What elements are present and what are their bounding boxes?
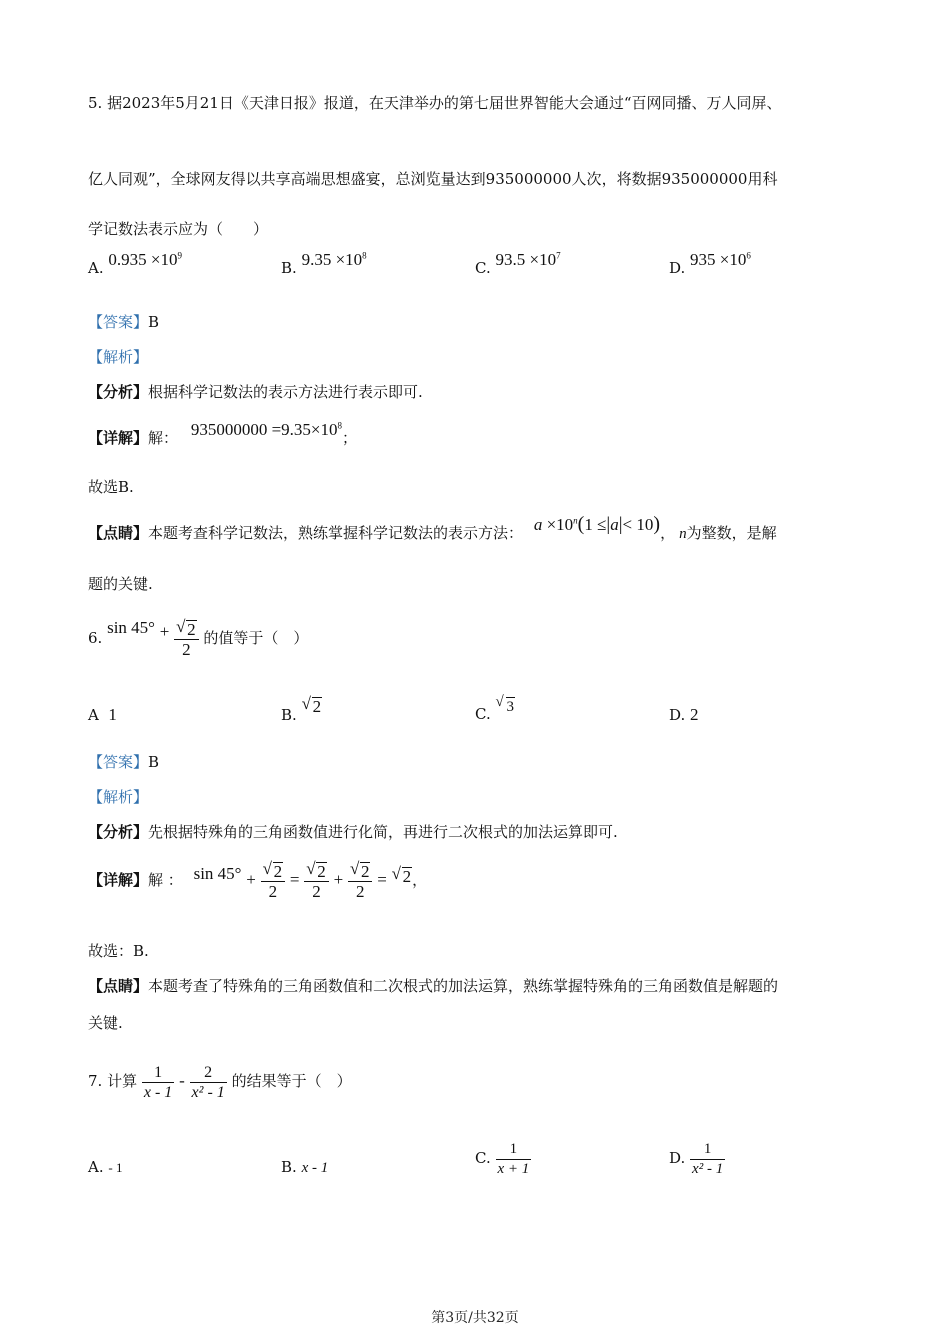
q6-dianjing-line2: 关键.	[88, 1014, 123, 1032]
q6-stem-fraction: √ 2 2	[174, 620, 199, 659]
q5-dianjing: 【点睛】本题考查科学记数法，熟练掌握科学记数法的表示方法： $a \times 10^n(1 \le|a|< 10)$， n为整数，是解	[88, 513, 777, 542]
q5-stem-line2: 亿人同观”，全球网友得以共享高端思想盛宴，总浏览量达到935000000人次，将数据935000000用科	[88, 170, 778, 188]
q6-fenxi: 【分析】先根据特殊角的三角函数值进行化简，再进行二次根式的加法运算即可.	[88, 823, 618, 841]
q5-analysis-heading: 【解析】	[88, 348, 149, 366]
q7-option-a: A. - 1	[88, 1158, 123, 1176]
q5-stem-line3: 学记数法表示应为（ ）	[88, 220, 269, 238]
q5-option-a: A. $0.935 \times 10^9$	[88, 250, 182, 277]
q6-analysis-heading: 【解析】	[88, 788, 149, 806]
q6-option-c: C. √ 3	[475, 694, 514, 723]
q7-option-b: B. x - 1	[281, 1158, 329, 1176]
q5-choice: 故选B.	[88, 478, 134, 496]
q5-fenxi: 【分析】根据科学记数法的表示方法进行表示即可.	[88, 383, 423, 401]
q5-option-b: B. $9.35 \times 10^8$	[281, 250, 367, 277]
q5-option-c: C. $93.5 \times 10^7$	[475, 250, 561, 277]
q6-detail: 【详解】解 ： sin 45° + √ 2 2 = √ 2 2 + √ 2 2 = √ 2，	[88, 858, 428, 901]
q5-detail: 【详解】解： $935000000 =9.35\times 10^8$；	[88, 420, 358, 447]
q6-choice: 故选：B.	[88, 942, 149, 960]
q7-stem: 7. 计算 $\frac{1}{x - 1}$ - $\frac{2}{\text{x² - 1}}$ 的结果等于（ ）	[88, 1063, 352, 1101]
q6-option-a: A 1	[88, 705, 117, 724]
q6-answer: 【答案】B	[88, 753, 160, 771]
page-footer: 第3页/共32页	[431, 1310, 519, 1326]
q5-dianjing-line2: 题的关键.	[88, 575, 153, 593]
q5-option-d: D. $935 \times 10^6$	[669, 250, 751, 277]
q7-option-d: D. $\frac{1}{\text{x² - 1}}$	[669, 1140, 724, 1177]
q6-dianjing: 【点睛】本题考查了特殊角的三角函数值和二次根式的加法运算，熟练掌握特殊角的三角函数值是解题的	[88, 977, 779, 995]
q5-answer: 【答案】B	[88, 313, 160, 331]
q6-stem: 6. sin 45° + √ 2 2 的值等于（ ）	[88, 616, 309, 659]
q6-option-d: D. 2	[669, 705, 699, 724]
q7-option-c: C. $\frac{1}{x + 1}$	[475, 1140, 530, 1177]
q6-option-b: B. √ 2	[281, 694, 322, 724]
q5-stem-line1: 5. 据2023年5月21日《天津日报》报道，在天津举办的第七届世界智能大会通过“百网同播、万人同屏、	[88, 94, 782, 112]
